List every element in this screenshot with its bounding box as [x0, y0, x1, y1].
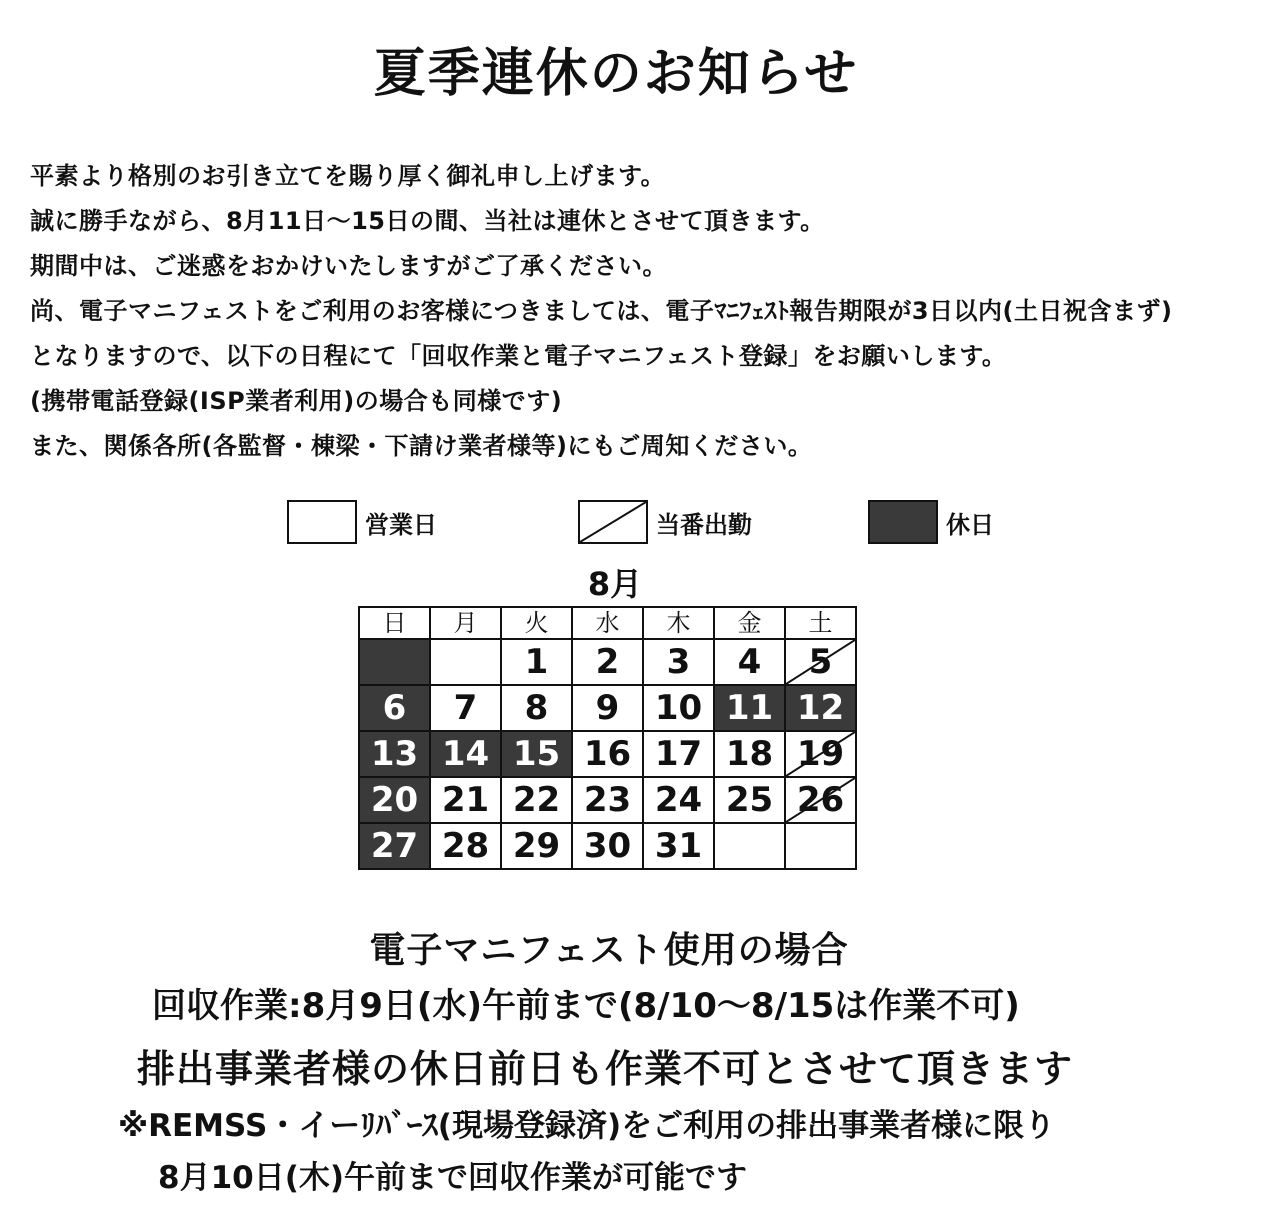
calendar-day-number: 28	[441, 826, 490, 866]
weekday-header: 日	[359, 607, 430, 639]
calendar-day-cell	[785, 639, 856, 685]
calendar-day-number: 21	[441, 780, 490, 820]
intro-line: となりますので、以下の日程にて「回収作業と電子マニフェスト登録」をお願いします。	[30, 342, 1007, 370]
calendar-day-number: 18	[725, 734, 774, 774]
weekday-header: 月	[430, 607, 501, 639]
calendar-day-cell	[501, 731, 572, 777]
calendar-day-cell	[501, 685, 572, 731]
calendar-day-number: 8	[524, 688, 549, 728]
notes-heading: 電子マニフェスト使用の場合	[369, 930, 849, 971]
calendar-day-number: 17	[654, 734, 703, 774]
exception-detail: 8月10日(木)午前まで回収作業が可能です	[158, 1160, 748, 1196]
calendar-month: 8月	[587, 565, 643, 603]
calendar-week-row	[359, 777, 856, 823]
calendar-day-cell	[785, 823, 856, 869]
calendar-week-row	[359, 823, 856, 869]
calendar-day-cell	[572, 777, 643, 823]
calendar-day-number: 13	[370, 734, 419, 774]
calendar-day-number: 20	[370, 780, 419, 820]
calendar-day-number: 2	[595, 642, 620, 682]
calendar-day-number: 4	[737, 642, 762, 682]
intro-line: 平素より格別のお引き立てを賜り厚く御礼申し上げます。	[30, 162, 666, 190]
calendar-day-cell	[430, 685, 501, 731]
calendar-day-number: 10	[654, 688, 703, 728]
calendar-day-cell	[714, 777, 785, 823]
page-title: 夏季連休のお知らせ	[373, 44, 859, 104]
slash-icon	[580, 502, 646, 542]
calendar-day-cell	[501, 777, 572, 823]
calendar-day-cell	[359, 731, 430, 777]
calendar-day-cell	[359, 823, 430, 869]
calendar-day-number: 22	[512, 780, 561, 820]
calendar-day-cell	[643, 685, 714, 731]
calendar-day-cell	[714, 731, 785, 777]
legend-holiday-label: 休日	[946, 510, 994, 539]
calendar-weekday-row	[359, 607, 856, 639]
calendar-day-cell	[785, 777, 856, 823]
intro-line: また、関係各所(各監督・棟梁・下請け業者様等)にもご周知ください。	[30, 432, 813, 460]
calendar-day-number: 23	[583, 780, 632, 820]
calendar-day-cell	[359, 777, 430, 823]
calendar-day-number: 16	[583, 734, 632, 774]
calendar-day-number: 3	[666, 642, 691, 682]
calendar-day-cell	[785, 685, 856, 731]
calendar-week-row	[359, 731, 856, 777]
calendar-day-cell	[643, 731, 714, 777]
calendar-day-number: 1	[524, 642, 549, 682]
calendar-day-number: 19	[796, 734, 845, 774]
calendar-day-cell	[572, 639, 643, 685]
calendar-day-number: 5	[808, 642, 833, 682]
calendar-day-cell	[572, 731, 643, 777]
legend-business-day	[287, 498, 437, 546]
calendar-day-cell	[785, 731, 856, 777]
weekday-header: 水	[572, 607, 643, 639]
calendar-day-number: 26	[796, 780, 845, 820]
collection-deadline: 回収作業:8月9日(水)午前まで(8/10～8/15は作業不可)	[152, 986, 1020, 1026]
calendar-day-number: 11	[725, 688, 774, 728]
calendar-day-number: 7	[453, 688, 478, 728]
calendar-week-row	[359, 639, 856, 685]
weekday-header: 火	[501, 607, 572, 639]
calendar-day-cell	[572, 685, 643, 731]
legend-business-swatch	[287, 500, 357, 544]
calendar-table	[358, 606, 857, 870]
legend-business-label: 営業日	[365, 510, 437, 539]
calendar-day-cell	[501, 639, 572, 685]
intro-line: 誠に勝手ながら、8月11日～15日の間、当社は連休とさせて頂きます。	[30, 207, 825, 235]
calendar-day-cell	[714, 823, 785, 869]
calendar-day-cell	[430, 777, 501, 823]
calendar-day-number: 30	[583, 826, 632, 866]
calendar-day-cell	[714, 685, 785, 731]
calendar-day-cell	[430, 731, 501, 777]
calendar-day-number: 24	[654, 780, 703, 820]
calendar-day-cell	[643, 777, 714, 823]
intro-line: (携帯電話登録(ISP業者利用)の場合も同様です)	[30, 387, 563, 415]
intro-line: 尚、電子マニフェストをご利用のお客様につきましては、電子ﾏﾆﾌｪｽﾄ報告期限が3日以内(土日祝含まず)	[30, 297, 1173, 325]
weekday-header: 金	[714, 607, 785, 639]
calendar-day-cell	[359, 685, 430, 731]
legend-holiday-swatch	[868, 500, 938, 544]
calendar-day-cell	[501, 823, 572, 869]
calendar-day-number: 15	[512, 734, 561, 774]
calendar-day-number: 6	[382, 688, 407, 728]
weekday-header: 木	[643, 607, 714, 639]
calendar-day-cell	[572, 823, 643, 869]
calendar-week-row	[359, 685, 856, 731]
legend-holiday	[868, 498, 994, 546]
calendar-day-cell	[714, 639, 785, 685]
day-before-notice: 排出事業者様の休日前日も作業不可とさせて頂きます	[137, 1047, 1074, 1091]
calendar-day-cell	[643, 823, 714, 869]
weekday-header: 土	[785, 607, 856, 639]
intro-line: 期間中は、ご迷惑をおかけいたしますがご了承ください。	[30, 252, 667, 280]
calendar-day-number: 12	[796, 688, 845, 728]
calendar-day-number: 29	[512, 826, 561, 866]
calendar-day-number: 14	[441, 734, 490, 774]
calendar-day-number: 27	[370, 826, 419, 866]
legend-duty-swatch	[578, 500, 648, 544]
calendar-day-number: 25	[725, 780, 774, 820]
calendar-day-cell	[430, 639, 501, 685]
legend-duty-day	[578, 498, 752, 546]
calendar-day-cell	[430, 823, 501, 869]
calendar-day-number: 9	[595, 688, 620, 728]
legend-duty-label: 当番出勤	[656, 510, 752, 539]
calendar-day-cell	[359, 639, 430, 685]
calendar-day-cell	[643, 639, 714, 685]
intro-paragraph	[30, 156, 1260, 471]
exception-notice: ※REMSS・イーﾘﾊﾞｰｽ(現場登録済)をご利用の排出事業者様に限り	[118, 1108, 1056, 1144]
calendar-day-number: 31	[654, 826, 703, 866]
